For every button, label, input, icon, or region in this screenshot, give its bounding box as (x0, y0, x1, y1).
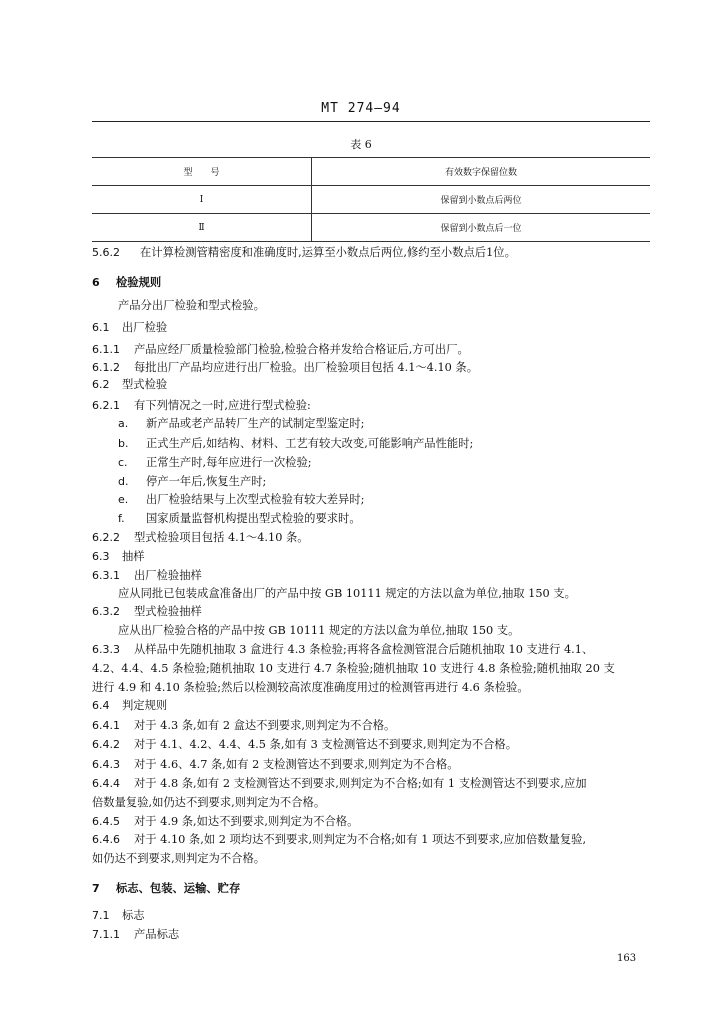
para-6-3-1: 应从同批已包装成盒准备出厂的产品中按 GB 10111 规定的方法以盒为单位,抽取 150 支。 (118, 587, 576, 600)
para-6-intro: 产品分出厂检验和型式检验。 (118, 299, 265, 312)
clause-6-4-2: 6.4.2 对于 4.1、4.2、4.4、4.5 条,如有 3 支检测管达不到要求,则判定为不合格。 (92, 738, 518, 751)
clause-6-1-1: 6.1.1 产品应经厂质量检验部门检验,检验合格并发给合格证后,方可出厂。 (92, 343, 469, 356)
clause-6-1-2: 6.1.2 每批出厂产品均应进行出厂检验。出厂检验项目包括 4.1～4.10 条。 (92, 361, 479, 374)
cell-digits: 保留到小数点后两位 (312, 186, 651, 214)
clause-6-4-4: 6.4.4 对于 4.8 条,如有 2 支检测管达不到要求,则判定为不合格;如有 1 支检测管达不到要求,应加 (92, 777, 587, 790)
clause-5-6-2: 5.6.2 在计算检测管精密度和准确度时,运算至小数点后两位,修约至小数点后1位。 (92, 246, 516, 259)
table-row (92, 186, 650, 214)
section-7-heading: 7 标志、包装、运输、贮存 (92, 882, 241, 895)
list-item-c: c. 正常生产时,每年应进行一次检验; (118, 456, 312, 469)
clause-6-2-2: 6.2.2 型式检验项目包括 4.1～4.10 条。 (92, 531, 309, 544)
clause-6-4-1: 6.4.1 对于 4.3 条,如有 2 盒达不到要求,则判定为不合格。 (92, 719, 396, 732)
table-header-row (92, 158, 650, 186)
clause-7-1-1: 7.1.1 产品标志 (92, 928, 180, 941)
list-item-e: e. 出厂检验结果与上次型式检验有较大差异时; (118, 493, 365, 506)
standard-header: MT 274—94 (321, 101, 401, 116)
clause-6-3-3: 6.3.3 从样品中先随机抽取 3 盒进行 4.3 条检验;再将各盒检测管混合后随机抽取 10 支进行 4.1、 (92, 643, 594, 656)
para-6-3-3-cont1: 4.2、4.4、4.5 条检验;随机抽取 10 支进行 4.7 条检验;随机抽取 10 支进行 4.8 条检验;随机抽取 20 支 (92, 662, 615, 675)
clause-6-4-5: 6.4.5 对于 4.9 条,如达不到要求,则判定为不合格。 (92, 815, 359, 828)
table-6 (92, 157, 650, 242)
list-item-f: f. 国家质量监督机构提出型式检验的要求时。 (118, 512, 361, 525)
para-6-3-2: 应从出厂检验合格的产品中按 GB 10111 规定的方法以盒为单位,抽取 150 支。 (118, 624, 520, 637)
clause-6-3: 6.3 抽样 (92, 550, 145, 563)
clause-6-2-1: 6.2.1 有下列情况之一时,应进行型式检验: (92, 399, 311, 412)
clause-6-4-6: 6.4.6 对于 4.10 条,如 2 项均达不到要求,则判定为不合格;如有 1 项达不到要求,应加倍数量复验, (92, 833, 587, 846)
clause-6-3-2: 6.3.2 型式检验抽样 (92, 605, 202, 618)
col-header-digits: 有效数字保留位数 (312, 158, 651, 186)
cell-model: Ⅱ (92, 214, 312, 242)
clause-6-1: 6.1 出厂检验 (92, 321, 168, 334)
table-row (92, 214, 650, 242)
cell-digits: 保留到小数点后一位 (312, 214, 651, 242)
list-item-a: a. 新产品或老产品转厂生产的试制定型鉴定时; (118, 417, 365, 430)
para-6-4-4-cont: 倍数量复验,如仍达不到要求,则判定为不合格。 (92, 796, 326, 809)
clause-6-3-1: 6.3.1 出厂检验抽样 (92, 569, 202, 582)
header-rule (92, 121, 650, 122)
clause-7-1: 7.1 标志 (92, 909, 145, 922)
clause-6-4: 6.4 判定规则 (92, 699, 168, 712)
page-number: 163 (617, 953, 637, 964)
table-caption: 表 6 (350, 138, 372, 151)
section-6-heading: 6 检验规则 (92, 276, 162, 289)
list-item-b: b. 正式生产后,如结构、材料、工艺有较大改变,可能影响产品性能时; (118, 437, 474, 450)
list-item-d: d. 停产一年后,恢复生产时; (118, 475, 267, 488)
cell-model: Ⅰ (92, 186, 312, 214)
para-6-3-3-cont2: 进行 4.9 和 4.10 条检验;然后以检测较高浓度准确度用过的检测管再进行 4.6 条检验。 (92, 681, 529, 694)
clause-6-4-3: 6.4.3 对于 4.6、4.7 条,如有 2 支检测管达不到要求,则判定为不合格。 (92, 758, 459, 771)
para-6-4-6-cont: 如仍达不到要求,则判定为不合格。 (92, 852, 266, 865)
clause-6-2: 6.2 型式检验 (92, 378, 168, 391)
col-header-model: 型 号 (92, 158, 312, 186)
